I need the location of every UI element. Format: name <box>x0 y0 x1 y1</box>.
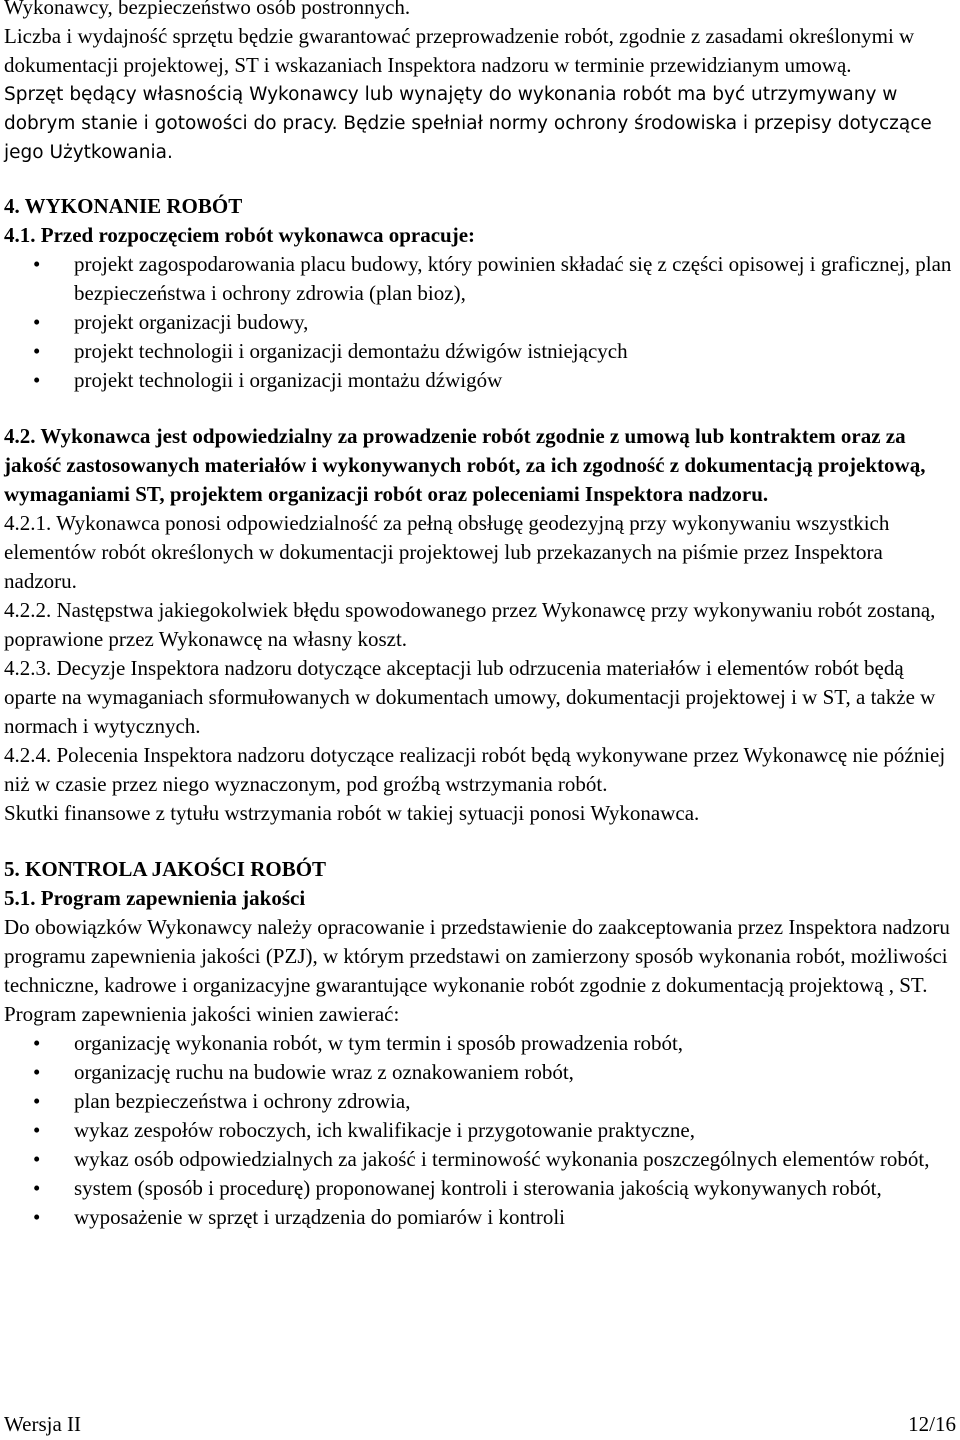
list-item: • wykaz zespołów roboczych, ich kwalifikacje i przygotowanie praktyczne, <box>4 1116 956 1145</box>
list-item: • projekt technologii i organizacji montażu dźwigów <box>4 366 956 395</box>
paragraph-5-1-intro: Program zapewnienia jakości winien zawierać: <box>4 1002 400 1026</box>
bullet-icon: • <box>33 1060 41 1084</box>
list-item: • projekt organizacji budowy, <box>4 308 956 337</box>
section-heading-5: 5. KONTROLA JAKOŚCI ROBÓT <box>4 857 327 881</box>
bullet-icon: • <box>33 1147 41 1171</box>
paragraph-4-2-1: 4.2.1. Wykonawca ponosi odpowiedzialność za pełną obsługę geodezyjną przy wykonywaniu wszystkich elementów robót określonych w dokumentacji projektowej lub przekazanych na piśmie przez Inspektora nadzoru. <box>4 511 890 593</box>
list-item: • plan bezpieczeństwa i ochrony zdrowia, <box>4 1087 956 1116</box>
subsection-heading-4-2: 4.2. Wykonawca jest odpowiedzialny za prowadzenie robót zgodnie z umową lub kontraktem oraz za jakość zastosowanych materiałów i wykonywanych robót, za ich zgodność z dokumentacją projektową, wymaganiami ST, projektem organizacji robót oraz poleceniami Inspektora nadzoru. <box>4 424 926 506</box>
footer-version: Wersja II <box>4 1412 82 1436</box>
paragraph: Liczba i wydajność sprzętu będzie gwarantować przeprowadzenie robót, zgodnie z zasadami określonymi w dokumentacji projektowej, ST i wskazaniach Inspektora nadzoru w terminie przewidzianym umową. <box>4 24 915 77</box>
paragraph-4-2-3: 4.2.3. Decyzje Inspektora nadzoru dotyczące akceptacji lub odrzucenia materiałów i elementów robót będą oparte na wymaganiach sformułowanych w dokumentach umowy, dokumentacji projektowej i w ST, a także w normach i wytycznych. <box>4 656 936 738</box>
page-number: 12/16 <box>908 1412 956 1436</box>
spacer <box>4 167 956 192</box>
bullet-icon: • <box>33 1118 41 1142</box>
list-item: • projekt technologii i organizacji demontażu dźwigów istniejących <box>4 337 956 366</box>
document-page <box>4 0 956 1232</box>
list-item: • organizację wykonania robót, w tym termin i sposób prowadzenia robót, <box>4 1029 956 1058</box>
paragraph-4-2-4: 4.2.4. Polecenia Inspektora nadzoru dotyczące realizacji robót będą wykonywane przez Wykonawcę nie później niż w czasie przez niego wyznaczonym, pod groźbą wstrzymania robót. <box>4 743 946 796</box>
list-item: • organizację ruchu na budowie wraz z oznakowaniem robót, <box>4 1058 956 1087</box>
bullet-icon: • <box>33 310 41 334</box>
bullet-icon: • <box>33 368 41 392</box>
section-heading-4: 4. WYKONANIE ROBÓT <box>4 194 243 218</box>
bullet-icon: • <box>33 1031 41 1055</box>
page-footer <box>4 1410 956 1439</box>
list-item: • wykaz osób odpowiedzialnych za jakość i terminowość wykonania poszczególnych elementów robót, <box>4 1145 956 1174</box>
subsection-heading-4-1: 4.1. Przed rozpoczęciem robót wykonawca opracuje: <box>4 223 476 247</box>
subsection-heading-5-1: 5.1. Program zapewnienia jakości <box>4 886 306 910</box>
paragraph-financial: Skutki finansowe z tytułu wstrzymania robót w takiej sytuacji ponosi Wykonawca. <box>4 801 700 825</box>
paragraph-4-2-2: 4.2.2. Następstwa jakiegokolwiek błędu spowodowanego przez Wykonawcę przy wykonywaniu robót zostaną, poprawione przez Wykonawcę na własny koszt. <box>4 598 936 651</box>
bullet-icon: • <box>33 339 41 363</box>
list-4-1 <box>4 250 956 395</box>
list-5-1 <box>4 1029 956 1232</box>
list-item: • projekt zagospodarowania placu budowy, który powinien składać się z części opisowej i graficznej, plan bezpieczeństwa i ochrony zdrowia (plan bioz), <box>33 252 952 305</box>
bullet-icon: • <box>33 1176 41 1200</box>
list-item: • system (sposób i procedurę) proponowanej kontroli i sterowania jakością wykonywanych robót, <box>4 1174 956 1203</box>
bullet-icon: • <box>33 252 41 276</box>
list-item: • wyposażenie w sprzęt i urządzenia do pomiarów i kontroli <box>4 1203 956 1232</box>
spacer <box>4 395 956 422</box>
spacer <box>4 828 956 855</box>
bullet-icon: • <box>33 1089 41 1113</box>
bullet-icon: • <box>33 1205 41 1229</box>
paragraph: Wykonawcy, bezpieczeństwo osób postronnych. <box>4 0 411 19</box>
paragraph-5-1: Do obowiązków Wykonawcy należy opracowanie i przedstawienie do zaakceptowania przez Inspektora nadzoru programu zapewnienia jakości (PZJ), w którym przedstawi on zamierzony sposób wykonania robót, możliwości techniczne, kadrowe i organizacyjne gwarantujące wykonanie robót zgodnie z dokumentacją projektową , ST. <box>4 915 950 997</box>
paragraph-equipment: Sprzęt będący własnością Wykonawcy lub wynajęty do wykonania robót ma być utrzymywany w dobrym stanie i gotowości do pracy. Będzie spełniał normy ochrony środowiska i przepisy dotyczące jego Użytkowania. <box>4 84 932 163</box>
